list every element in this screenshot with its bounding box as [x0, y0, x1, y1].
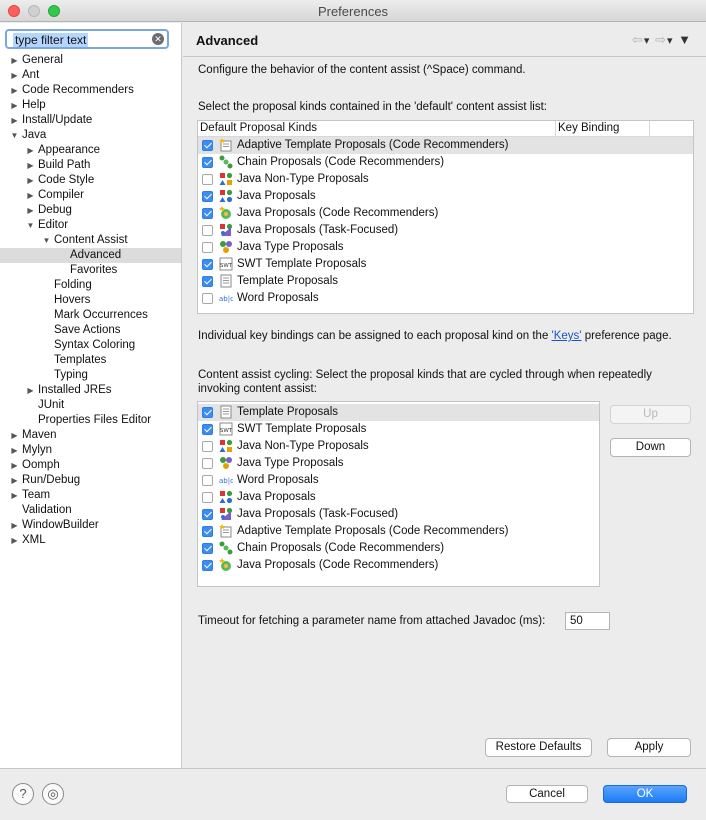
proposal-checkbox[interactable] [202, 242, 213, 253]
proposal-label: SWT Template Proposals [237, 258, 367, 270]
collapsed-triangle-icon[interactable]: ▶ [11, 56, 18, 65]
proposal-label: Chain Proposals (Code Recommenders) [237, 156, 445, 168]
java-type-icon [219, 456, 233, 470]
tree-item-label: Properties Files Editor [38, 414, 152, 426]
tree-item-java[interactable] [0, 128, 181, 143]
proposal-label: Java Non-Type Proposals [237, 440, 369, 452]
proposal-checkbox[interactable] [202, 276, 213, 287]
intro-text: Configure the behavior of the content assist (^Space) command. [198, 64, 526, 76]
adaptive-template-icon [219, 138, 233, 152]
col-key-binding[interactable]: Key Binding [558, 122, 620, 134]
page-header [183, 23, 706, 57]
keys-note [198, 330, 672, 342]
tree-item-label: Mylyn [22, 444, 53, 456]
proposal-label: Adaptive Template Proposals (Code Recommenders) [237, 525, 509, 537]
java-nontype-icon [219, 439, 233, 453]
keys-link[interactable]: 'Keys' [551, 330, 582, 342]
tree-item-mark-occurrences[interactable] [0, 308, 181, 323]
tree-item-label: Syntax Coloring [54, 339, 136, 351]
collapsed-triangle-icon[interactable]: ▶ [11, 86, 18, 95]
tree-item-team[interactable] [0, 488, 181, 503]
tree-item-label: Advanced [70, 249, 122, 261]
table-row[interactable] [198, 557, 599, 574]
proposal-checkbox[interactable] [202, 259, 213, 270]
tree-item-hovers[interactable] [0, 293, 181, 308]
swt-template-icon [219, 257, 233, 271]
adaptive-template-icon [219, 524, 233, 538]
page-title: Advanced [196, 33, 259, 48]
tree-item-label: Compiler [38, 189, 85, 201]
proposal-checkbox[interactable] [202, 543, 213, 554]
import-export-icon[interactable]: ◎ [42, 783, 64, 805]
table-row[interactable] [198, 540, 599, 557]
java-recommenders-icon [219, 558, 233, 572]
tree-item-label: Help [22, 99, 46, 111]
proposal-checkbox[interactable] [202, 407, 213, 418]
table-header [198, 121, 693, 137]
tree-item-label: Code Style [38, 174, 95, 186]
proposal-label: Java Type Proposals [237, 457, 344, 469]
collapsed-triangle-icon[interactable]: ▶ [11, 101, 18, 110]
tree-item-code-recommenders[interactable] [0, 83, 181, 98]
proposal-label: Word Proposals [237, 474, 319, 486]
tree-item-content-assist[interactable] [0, 233, 181, 248]
tree-item-validation[interactable] [0, 503, 181, 518]
filter-text: type filter text [15, 33, 87, 47]
table-row[interactable] [198, 455, 599, 472]
cancel-button[interactable]: Cancel [506, 785, 588, 803]
collapsed-triangle-icon[interactable]: ▶ [11, 431, 18, 440]
tree-item-syntax-coloring[interactable] [0, 338, 181, 353]
table-row[interactable] [198, 205, 693, 222]
default-proposals-table [197, 120, 694, 314]
collapsed-triangle-icon[interactable]: ▶ [27, 206, 34, 215]
tree-item-label: Installed JREs [38, 384, 112, 396]
tree-item-label: Editor [38, 219, 69, 231]
proposal-label: Java Proposals (Task-Focused) [237, 508, 399, 520]
tree-item-label: Validation [22, 504, 72, 516]
tree-item-junit[interactable] [0, 398, 181, 413]
tree-item-label: Team [22, 489, 51, 501]
col-default-proposal-kinds[interactable]: Default Proposal Kinds [200, 122, 317, 134]
table-row[interactable] [198, 489, 599, 506]
table-row[interactable] [198, 506, 599, 523]
proposal-checkbox[interactable] [202, 458, 213, 469]
tree-item-mylyn[interactable] [0, 443, 181, 458]
tree-item-windowbuilder[interactable] [0, 518, 181, 533]
tree-item-appearance[interactable] [0, 143, 181, 158]
tree-item-label: Build Path [38, 159, 91, 171]
tree-item-label: Code Recommenders [22, 84, 134, 96]
proposal-checkbox[interactable] [202, 526, 213, 537]
tree-item-label: Appearance [38, 144, 101, 156]
tree-item-label: Hovers [54, 294, 91, 306]
tree-item-oomph[interactable] [0, 458, 181, 473]
tree-item-save-actions[interactable] [0, 323, 181, 338]
tree-item-label: Run/Debug [22, 474, 81, 486]
chain-icon [219, 155, 233, 169]
view-menu-icon[interactable]: ▼ [678, 32, 692, 47]
task-focused-icon [219, 507, 233, 521]
collapsed-triangle-icon[interactable]: ▶ [11, 536, 18, 545]
tree-item-build-path[interactable] [0, 158, 181, 173]
tree-item-code-style[interactable] [0, 173, 181, 188]
page-navigation [632, 32, 692, 48]
collapsed-triangle-icon[interactable]: ▶ [27, 176, 34, 185]
table-row[interactable] [198, 421, 599, 438]
tree-item-debug[interactable] [0, 203, 181, 218]
svg-text:ab|c: ab|c [219, 477, 233, 485]
tree-item-label: Oomph [22, 459, 60, 471]
tree-item-templates[interactable] [0, 353, 181, 368]
collapsed-triangle-icon[interactable]: ▶ [11, 116, 18, 125]
proposal-checkbox[interactable] [202, 225, 213, 236]
table-row[interactable] [198, 171, 693, 188]
timeout-label: Timeout for fetching a parameter name from attached Javadoc (ms): [198, 615, 546, 627]
tree-item-label: Mark Occurrences [54, 309, 148, 321]
proposal-checkbox[interactable] [202, 140, 213, 151]
tree-item-install-update[interactable] [0, 113, 181, 128]
proposal-checkbox[interactable] [202, 475, 213, 486]
apply-button[interactable]: Apply [607, 738, 691, 757]
proposal-label: Java Proposals (Code Recommenders) [237, 207, 439, 219]
proposal-label: Java Proposals (Code Recommenders) [237, 559, 439, 571]
proposal-label: Word Proposals [237, 292, 319, 304]
table-row[interactable] [198, 222, 693, 239]
tree-item-label: Ant [22, 69, 40, 81]
tree-item-label: Content Assist [54, 234, 128, 246]
collapsed-triangle-icon[interactable]: ▶ [11, 476, 18, 485]
task-focused-icon [219, 223, 233, 237]
proposal-label: Template Proposals [237, 406, 338, 418]
tree-item-compiler[interactable] [0, 188, 181, 203]
tree-item-label: Java [22, 129, 47, 141]
window-title: Preferences [317, 4, 389, 19]
table-row[interactable] [198, 239, 693, 256]
table-row[interactable] [198, 154, 693, 171]
preference-tree-pane [0, 23, 182, 768]
ok-button[interactable]: OK [603, 785, 687, 803]
tree-item-label: Debug [38, 204, 72, 216]
proposal-checkbox[interactable] [202, 174, 213, 185]
back-menu-chevron-icon[interactable]: ▾ [643, 35, 651, 47]
java-nontype-icon [219, 172, 233, 186]
filter-input[interactable] [5, 29, 169, 49]
timeout-input[interactable]: 50 [565, 612, 610, 630]
tree-item-maven[interactable] [0, 428, 181, 443]
collapsed-triangle-icon[interactable]: ▶ [11, 446, 18, 455]
table-row[interactable] [198, 256, 693, 273]
proposal-label: Chain Proposals (Code Recommenders) [237, 542, 445, 554]
cycling-label-line-2: invoking content assist: [198, 383, 317, 395]
template-icon [219, 274, 233, 288]
forward-menu-chevron-icon[interactable]: ▾ [666, 35, 674, 47]
tree-item-label: Templates [54, 354, 107, 366]
proposal-label: Template Proposals [237, 275, 338, 287]
clear-filter-icon[interactable]: ✕ [152, 33, 164, 45]
collapsed-triangle-icon[interactable]: ▶ [27, 386, 34, 395]
word-icon [219, 291, 233, 305]
collapsed-triangle-icon[interactable]: ▶ [11, 521, 18, 530]
back-arrow-icon[interactable]: ⇦ [632, 32, 644, 47]
expanded-triangle-icon[interactable]: ▼ [26, 221, 35, 230]
tree-item-installed-jres[interactable] [0, 383, 181, 398]
tree-item-xml[interactable] [0, 533, 181, 548]
table-row[interactable] [198, 523, 599, 540]
tree-item-label: Install/Update [22, 114, 93, 126]
proposal-label: Java Non-Type Proposals [237, 173, 369, 185]
collapsed-triangle-icon[interactable]: ▶ [11, 491, 18, 500]
proposal-checkbox[interactable] [202, 560, 213, 571]
swt-template-icon [219, 422, 233, 436]
proposal-checkbox[interactable] [202, 293, 213, 304]
java-proposals-icon [219, 490, 233, 504]
tree-item-label: Save Actions [54, 324, 121, 336]
tree-item-editor[interactable] [0, 218, 181, 233]
table-row[interactable] [198, 137, 693, 154]
proposal-label: Java Type Proposals [237, 241, 344, 253]
proposal-label: Java Proposals [237, 491, 316, 503]
svg-text:ab|c: ab|c [219, 295, 233, 303]
tree-item-label: WindowBuilder [22, 519, 99, 531]
tree-item-label: Typing [54, 369, 88, 381]
word-icon [219, 473, 233, 487]
table-row[interactable] [198, 404, 599, 421]
proposal-label: Adaptive Template Proposals (Code Recommenders) [237, 139, 509, 151]
collapsed-triangle-icon[interactable]: ▶ [27, 146, 34, 155]
up-button[interactable]: Up [610, 405, 691, 424]
collapsed-triangle-icon[interactable]: ▶ [11, 71, 18, 80]
table-row[interactable] [198, 290, 693, 307]
proposal-checkbox[interactable] [202, 191, 213, 202]
tree-item-label: Folding [54, 279, 92, 291]
tree-item-run-debug[interactable] [0, 473, 181, 488]
table-row[interactable] [198, 472, 599, 489]
tree-item-label: XML [22, 534, 46, 546]
tree-item-help[interactable] [0, 98, 181, 113]
collapsed-triangle-icon[interactable]: ▶ [27, 191, 34, 200]
java-proposals-icon [219, 189, 233, 203]
proposal-checkbox[interactable] [202, 441, 213, 452]
forward-arrow-icon[interactable]: ⇨ [655, 32, 667, 47]
tree-item-folding[interactable] [0, 278, 181, 293]
tree-item-properties-files-editor[interactable] [0, 413, 181, 428]
tree-item-favorites[interactable] [0, 263, 181, 278]
collapsed-triangle-icon[interactable]: ▶ [11, 461, 18, 470]
expanded-triangle-icon[interactable]: ▼ [42, 236, 51, 245]
tree-item-advanced[interactable] [0, 248, 181, 263]
preference-tree [0, 53, 181, 548]
proposal-checkbox[interactable] [202, 509, 213, 520]
tree-item-label: JUnit [38, 399, 65, 411]
proposal-label: Java Proposals (Task-Focused) [237, 224, 399, 236]
tree-item-label: General [22, 54, 63, 66]
tree-item-ant[interactable] [0, 68, 181, 83]
default-list-label: Select the proposal kinds contained in the 'default' content assist list: [198, 101, 547, 113]
table-row[interactable] [198, 188, 693, 205]
table-row[interactable] [198, 273, 693, 290]
keys-note-prefix: Individual key bindings can be assigned to each proposal kind on the [198, 330, 552, 342]
proposal-checkbox[interactable] [202, 424, 213, 435]
template-icon [219, 405, 233, 419]
restore-defaults-button[interactable]: Restore Defaults [485, 738, 592, 757]
proposal-label: Java Proposals [237, 190, 316, 202]
down-button[interactable]: Down [610, 438, 691, 457]
java-type-icon [219, 240, 233, 254]
cycling-proposals-table [197, 401, 600, 587]
title-bar [0, 0, 706, 22]
keys-note-suffix: preference page. [581, 330, 672, 342]
expanded-triangle-icon[interactable]: ▼ [10, 131, 19, 140]
table-row[interactable] [198, 438, 599, 455]
proposal-checkbox[interactable] [202, 208, 213, 219]
tree-item-typing[interactable] [0, 368, 181, 383]
dialog-footer [0, 768, 706, 820]
tree-item-label: Favorites [70, 264, 118, 276]
proposal-label: SWT Template Proposals [237, 423, 367, 435]
svg-text:SWT: SWT [219, 428, 233, 434]
tree-item-label: Maven [22, 429, 57, 441]
cycling-label-line-1: Content assist cycling: Select the proposal kinds that are cycled through when repeatedly [198, 369, 652, 381]
tree-item-general[interactable] [0, 53, 181, 68]
collapsed-triangle-icon[interactable]: ▶ [27, 161, 34, 170]
help-icon[interactable]: ? [12, 783, 34, 805]
java-recommenders-icon [219, 206, 233, 220]
svg-text:SWT: SWT [219, 263, 233, 269]
preference-page [183, 23, 706, 768]
chain-icon [219, 541, 233, 555]
proposal-checkbox[interactable] [202, 157, 213, 168]
proposal-checkbox[interactable] [202, 492, 213, 503]
